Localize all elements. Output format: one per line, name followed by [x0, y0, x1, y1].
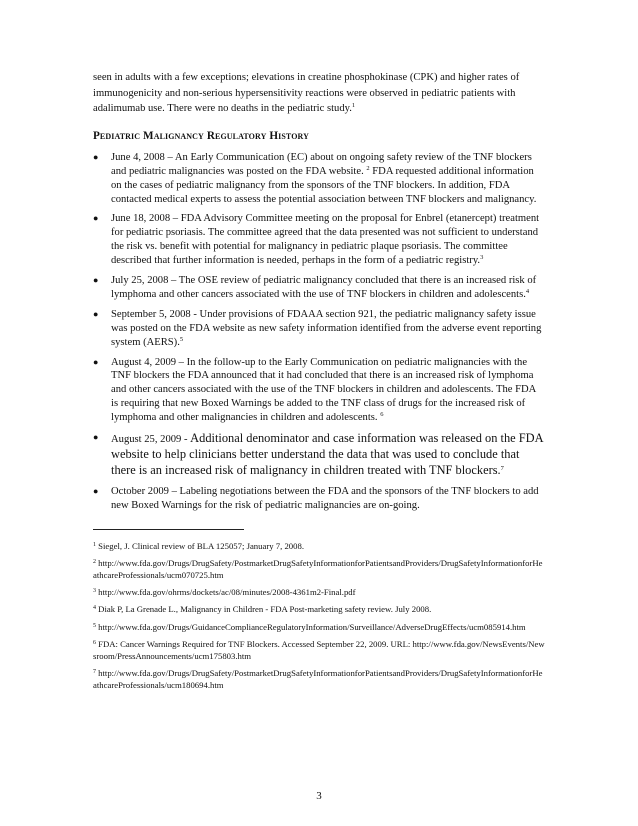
footnote-ref[interactable]: 5	[179, 335, 184, 343]
list-item: ● October 2009 – Labeling negotiations between the FDA and the sponsors of the TNF blockers to add new Boxed Warnings for the risk of pediatric malignancies are on-going.	[93, 485, 539, 511]
footnote-ref[interactable]: 3	[480, 254, 484, 262]
footnote-link[interactable]: http://www.fda.gov/Drugs/GuidanceComplianceRegulatoryInformation/Surveillance/AdverseDrugEffects/ucm085914.htm	[96, 621, 526, 632]
footnote-ref[interactable]: 4	[525, 287, 530, 295]
footnote-ref[interactable]: 6	[380, 411, 384, 419]
bullet-icon: ●	[93, 213, 99, 224]
footnotes	[93, 540, 545, 692]
bullet-icon: ●	[93, 151, 99, 162]
footnote-ref[interactable]: 7	[500, 464, 504, 472]
footnote-item: $^7$ http://www.fda.gov/Drugs/DrugSafety/PostmarketDrugSafetyInformationforPatientsandProviders/DrugSafetyInformationforHeathcareProfessionals/ucm180694.htm	[93, 668, 543, 691]
footnote-divider	[93, 529, 244, 530]
page-number: 3	[316, 790, 322, 802]
bullet-icon: ●	[93, 356, 99, 367]
footnote-item: $^5$ http://www.fda.gov/Drugs/GuidanceComplianceRegulatoryInformation/Surveillance/AdverseDrugEffects/ucm085914.htm	[93, 621, 526, 632]
bullet-icon: ●	[93, 485, 99, 496]
list-item: ● August 4, 2009 – In the follow-up to the Early Communication on pediatric malignancies with the TNF blockers the FDA announced that it had concluded that there is an increased risk of lymphoma and other cancers associated with the use of the TNF blockers in children and adolescents. The FDA is requiring that new Boxed Warnings be added to the TNF class of drugs for the increased risk of lymphoma and other malignancies in children and adolescents. $^6$	[93, 356, 536, 424]
intro-paragraph: seen in adults with a few exceptions; elevations in creatine phosphokinase (CPK) and higher rates of immunogenicity and non-serious hypersensitivity reactions were observed in pediatric patients with adalimumab use. There were no deaths in the pediatric study.$^1$	[93, 72, 520, 115]
footnote-link[interactable]: http://www.fda.gov/ohrms/dockets/ac/08/minutes/2008-4361m2-Final.pdf	[96, 587, 356, 598]
list-item: ● July 25, 2008 – The OSE review of pediatric malignancy concluded that there is an increased risk of lymphoma and other cancers associated with the use of TNF blockers in children and adolescents.$^4$	[93, 275, 537, 300]
list-item: ● June 18, 2008 – FDA Advisory Committee meeting on the proposal for Enbrel (etanercept) treatment for pediatric psoriasis. The committee agreed that the data presented was not sufficient to understand the risk vs. benefit with potential for malignancy in pediatric plaque psoriasis. The committee described that further information is needed, perhaps in the form of a pediatric registry.$^3$	[93, 213, 540, 267]
footnote-item: $^2$ http://www.fda.gov/Drugs/DrugSafety/PostmarketDrugSafetyInformationforPatientsandProviders/DrugSafetyInformationforHeathcareProfessionals/ucm070725.htm	[93, 557, 543, 581]
footnote-item: $^1$ Siegel, J. Clinical review of BLA 125057; January 7, 2008.	[93, 540, 304, 551]
bullet-icon: ●	[93, 308, 99, 319]
history-list	[93, 151, 545, 513]
footnote-link[interactable]: http://www.fda.gov/Drugs/DrugSafety/PostmarketDrugSafetyInformationforPatientsandProviders/DrugSafetyInformationforHeathcareProfessionals/ucm070725.htm	[93, 557, 543, 581]
footnote-item: $^3$ http://www.fda.gov/ohrms/dockets/ac/08/minutes/2008-4361m2-Final.pdf	[93, 587, 356, 598]
list-item: ● June 4, 2008 – An Early Communication (EC) about on ongoing safety review of the TNF blockers and pediatric malignancies was posted on the FDA website. $^2$ FDA requested additional information on the cases of pediatric malignancy from the sponsors of the TNF blockers. In addition, FDA contacted medical experts to assess the potential association between TNF blockers and malignancy.	[93, 151, 537, 205]
list-item: ● September 5, 2008 - Under provisions of FDAAA section 921, the pediatric malignancy safety issue was posted on the FDA website as new safety information identified from the adverse event reporting system (AERS).$^5$	[93, 308, 542, 348]
footnote-ref[interactable]: 1	[351, 102, 356, 110]
list-item: ● August 25, 2009 - Additional denominator and case information was released on the FDA website to help clinicians better understand the data that was used to conclude that there is an increased risk of malignancy in children treated with TNF blockers.$^7$	[93, 431, 543, 477]
document-page	[93, 70, 545, 697]
footnote-link[interactable]: http://www.fda.gov/Drugs/DrugSafety/PostmarketDrugSafetyInformationforPatientsandProviders/DrugSafetyInformationforHeathcareProfessionals/ucm180694.htm	[93, 668, 543, 691]
footnote-item: $^4$ Diak P, La Grenade L., Malignancy in Children - FDA Post-marketing safety review. July 2008.	[93, 604, 432, 615]
bullet-icon: ●	[93, 432, 99, 443]
section-heading: Pediatric Malignancy Regulatory History	[93, 129, 310, 142]
footnote-item: $^6$ FDA: Cancer Warnings Required for TNF Blockers. Accessed September 22, 2009. URL: http://www.fda.gov/NewsEvents/Newsroom/PressAnnouncements/ucm175803.htm	[93, 638, 545, 662]
bullet-icon: ●	[93, 275, 99, 286]
footnote-ref[interactable]: 2	[366, 164, 370, 172]
